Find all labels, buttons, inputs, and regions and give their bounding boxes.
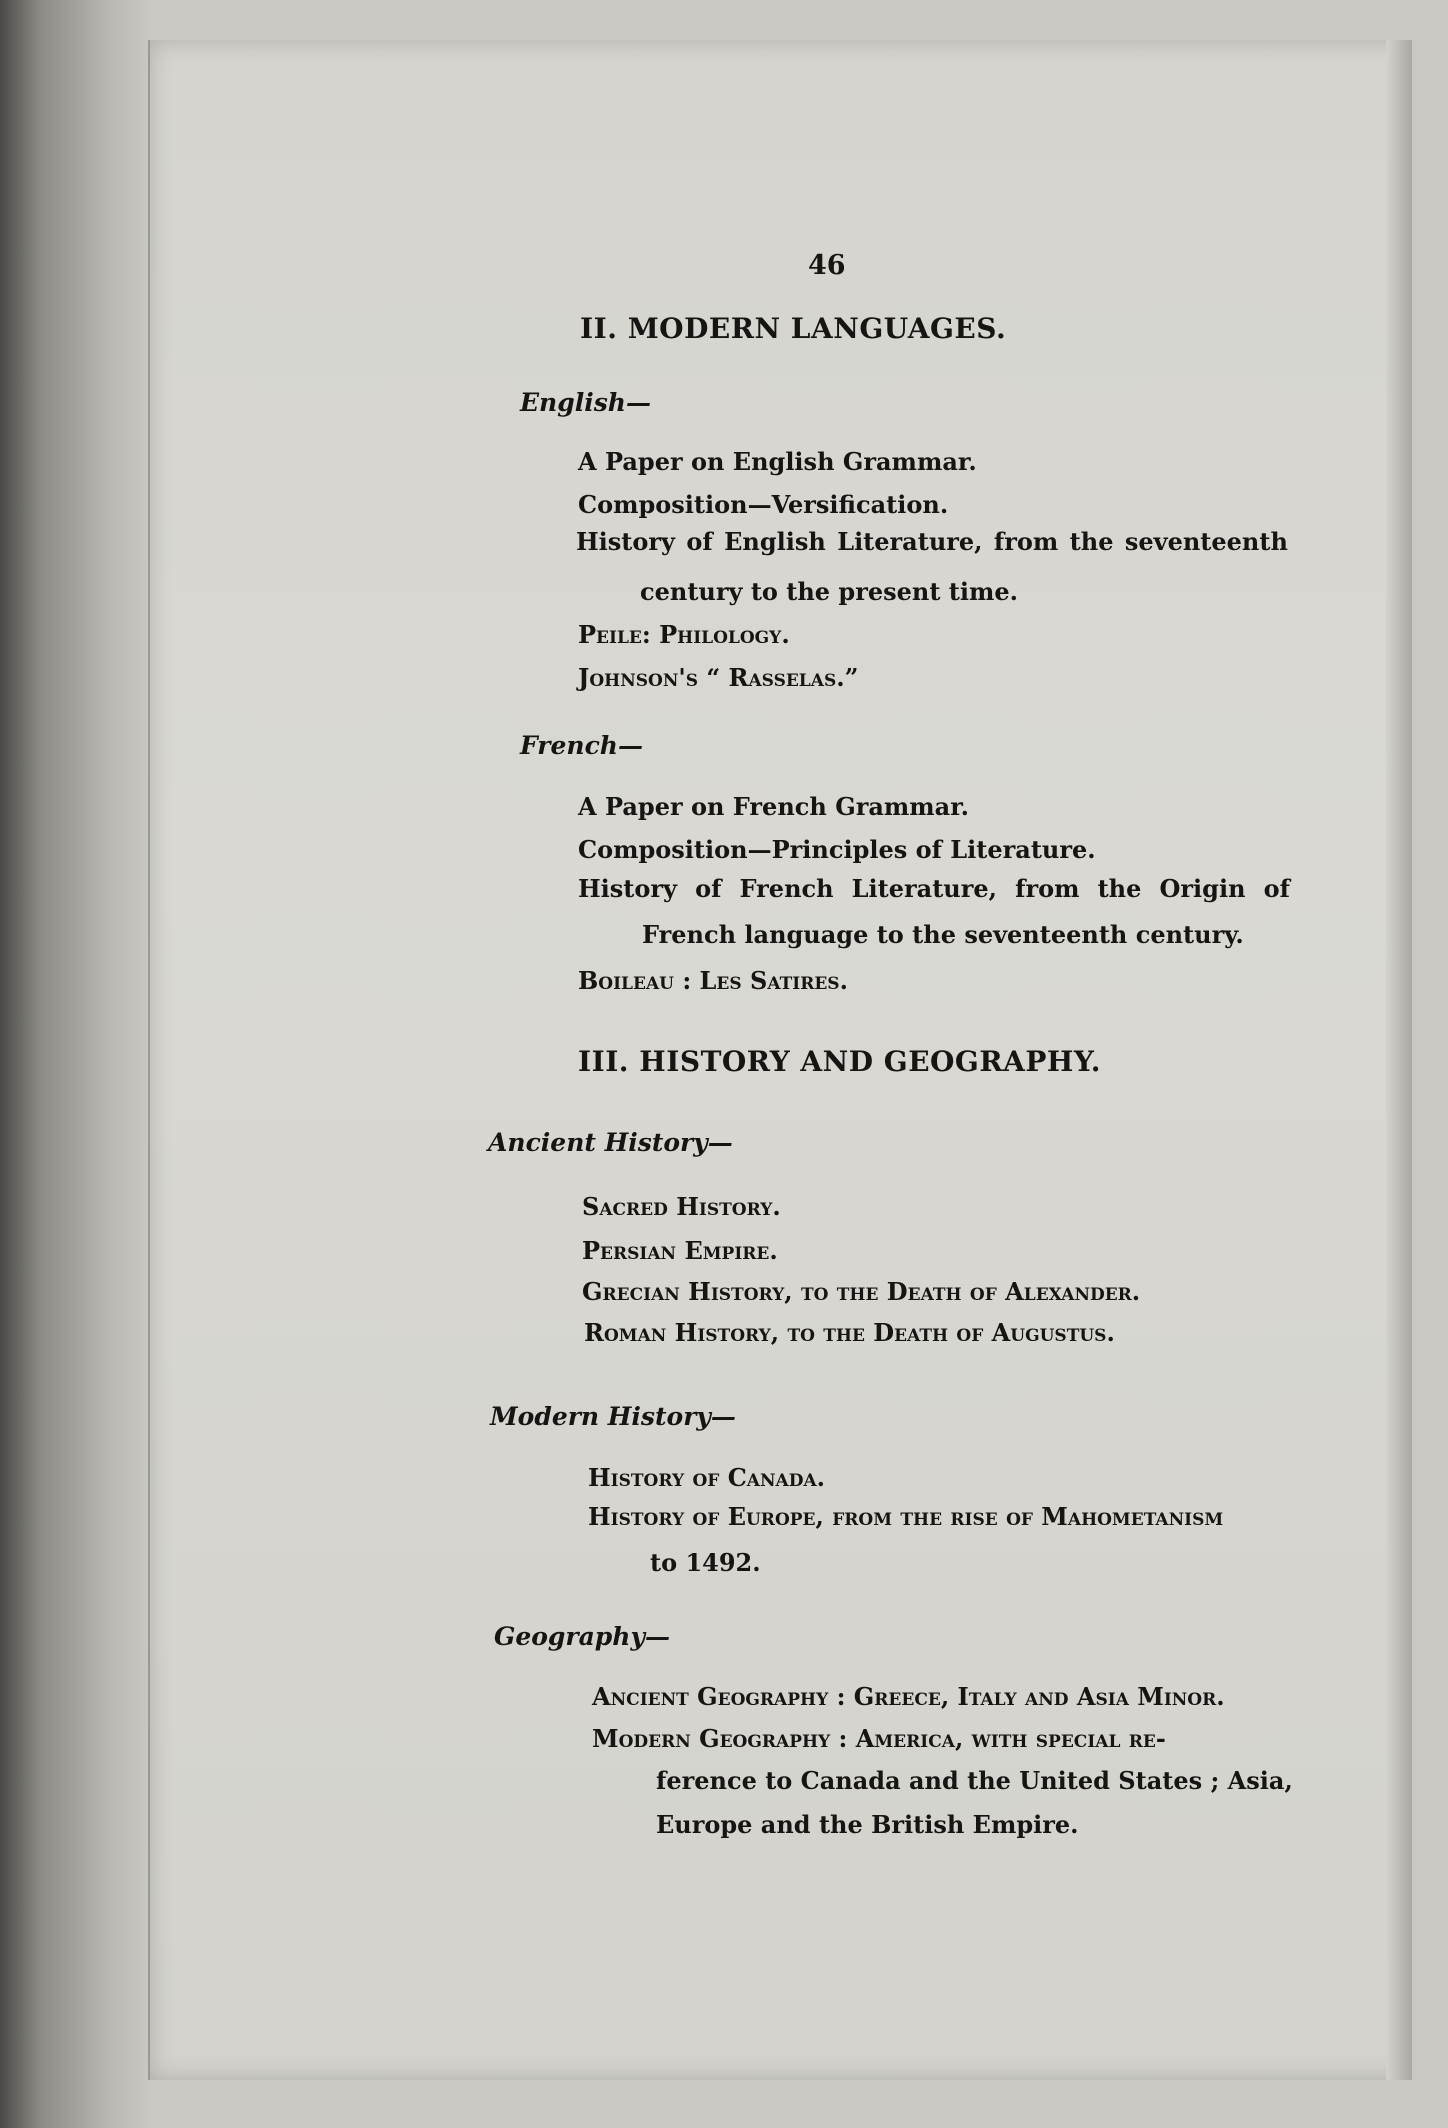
subsection-title-french: French—	[520, 731, 643, 760]
list-item-justified	[578, 874, 1290, 903]
word: of	[686, 527, 713, 556]
word: the	[1097, 874, 1142, 903]
list-item-continuation: ference to Canada and the United States ; Asia,	[656, 1766, 1293, 1795]
subsection-title-modern-history: Modern History—	[490, 1402, 736, 1431]
word: seventeenth	[1124, 527, 1288, 556]
list-item: Peile: Philology.	[578, 620, 790, 649]
list-item: Modern Geography : America, with special re-	[592, 1724, 1166, 1753]
list-item: A Paper on English Grammar.	[578, 447, 977, 476]
list-item: History of Europe, from the rise of Mahometanism	[588, 1502, 1224, 1531]
page-number: 46	[808, 250, 846, 281]
list-item: Composition—Principles of Literature.	[578, 835, 1096, 864]
list-item: History of Canada.	[588, 1463, 826, 1492]
word: Literature,	[851, 874, 998, 903]
list-item: A Paper on French Grammar.	[578, 792, 970, 821]
list-item-continuation: French language to the seventeenth century.	[642, 920, 1244, 949]
list-item: Boileau : Les Satires.	[578, 966, 848, 995]
list-item-continuation: century to the present time.	[640, 577, 1019, 606]
word: from	[993, 527, 1059, 556]
list-item: Ancient Geography : Greece, Italy and Asia Minor.	[592, 1682, 1225, 1711]
section-heading-modern-languages: II. MODERN LANGUAGES.	[580, 312, 1007, 345]
word: History	[576, 527, 675, 556]
word: from	[1015, 874, 1080, 903]
list-item	[576, 527, 1288, 556]
word: of	[1263, 874, 1290, 903]
subsection-title-ancient-history: Ancient History—	[488, 1128, 733, 1157]
subsection-title-english: English—	[520, 388, 651, 417]
page-edge	[1386, 40, 1412, 2080]
list-item-continuation: Europe and the British Empire.	[656, 1810, 1079, 1839]
list-item-justified	[576, 527, 1288, 556]
list-item: Johnson's “ Rasselas.”	[578, 663, 859, 692]
word: Origin	[1159, 874, 1246, 903]
section-heading-history-geography: III. HISTORY AND GEOGRAPHY.	[578, 1045, 1101, 1078]
word: French	[739, 874, 834, 903]
word: the	[1069, 527, 1114, 556]
word: Literature,	[837, 527, 983, 556]
list-item: Sacred History.	[582, 1192, 781, 1221]
word: English	[724, 527, 826, 556]
word: History	[578, 874, 677, 903]
list-item	[578, 874, 1290, 903]
list-item: Composition—Versification.	[578, 490, 949, 519]
list-item: Persian Empire.	[582, 1236, 778, 1265]
list-item-continuation: to 1492.	[650, 1548, 761, 1577]
word: of	[695, 874, 722, 903]
list-item: Roman History, to the Death of Augustus.	[584, 1318, 1115, 1347]
list-item: Grecian History, to the Death of Alexander.	[582, 1277, 1141, 1306]
subsection-title-geography: Geography—	[494, 1622, 670, 1651]
